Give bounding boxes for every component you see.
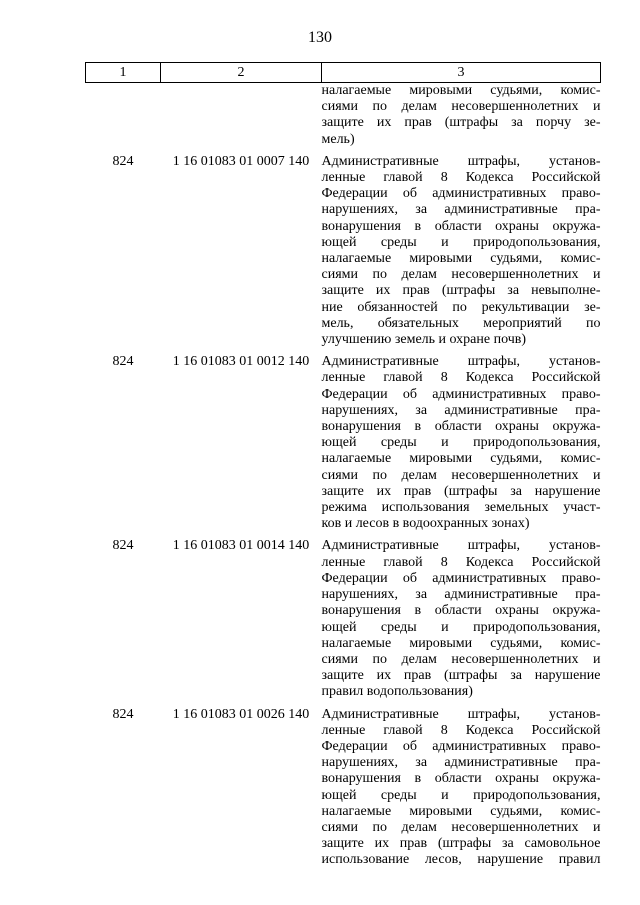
description-line: нарушениях, за административные пра- (321, 755, 601, 771)
description-line: сиями по делам несовершеннолетних и (321, 99, 601, 115)
description-line: нарушениях, за административные пра- (321, 587, 601, 603)
description-line: ющей среды и природопользования, (321, 787, 601, 803)
description-line: защите их прав (штрафы за самовольное (321, 836, 601, 852)
table-row (86, 532, 601, 700)
row-description (322, 701, 601, 869)
budget-codes-table (85, 62, 601, 869)
description-line: правил водопользования) (321, 684, 473, 700)
admin-code: 824 (112, 706, 134, 722)
description-line: налагаемые мировыми судьями, комис- (321, 83, 601, 98)
description-line: ющей среды и природопользования, (321, 234, 601, 250)
description-line: налагаемые мировыми судьями, комис- (321, 803, 601, 819)
description-line: ленные главой 8 Кодекса Российской (321, 170, 601, 186)
description-line: защите их прав (штрафы за невыполне- (321, 283, 601, 299)
header-col-2: 2 (161, 63, 322, 83)
description-line: сиями по делам несовершеннолетних и (321, 467, 601, 483)
description-line: ленные главой 8 Кодекса Российской (321, 722, 601, 738)
budget-classification-code: 1 16 01083 01 0012 140 (172, 354, 310, 370)
row-description (322, 148, 601, 348)
table-header (86, 63, 601, 83)
description-line: ющей среды и природопользования, (321, 435, 601, 451)
description-line: налагаемые мировыми судьями, комис- (321, 451, 601, 467)
admin-code: 824 (112, 153, 134, 169)
table-row (86, 701, 601, 869)
description-line: Федерации об административных право- (321, 186, 601, 202)
budget-classification-code: 1 16 01083 01 0007 140 (172, 153, 310, 169)
header-row (86, 63, 601, 83)
description-line: вонарушения в области охраны окружа- (321, 218, 601, 234)
continuation-admin-cell (86, 83, 161, 148)
admin-code: 824 (112, 354, 134, 370)
description-line: мель, обязательных мероприятий по (321, 315, 601, 331)
budget-classification-code: 1 16 01083 01 0014 140 (172, 538, 310, 554)
description-line: режима использования земельных участ- (321, 500, 601, 516)
header-col-3: 3 (322, 63, 601, 83)
description-line: сиями по делам несовершеннолетних и (321, 819, 601, 835)
description-line: вонарушения в области охраны окружа- (321, 419, 601, 435)
description-line: защите их прав (штрафы за нарушение (321, 483, 601, 499)
page-number: 130 (308, 29, 332, 46)
continuation-row (86, 83, 601, 148)
description-line: ленные главой 8 Кодекса Российской (321, 370, 601, 386)
continuation-description (322, 83, 601, 148)
description-line: Административные штрафы, установ- (321, 354, 601, 370)
description-line: Административные штрафы, установ- (321, 153, 601, 169)
table-row (86, 348, 601, 532)
description-line: налагаемые мировыми судьями, комис- (321, 251, 601, 267)
description-line: вонарушения в области охраны окружа- (321, 603, 601, 619)
description-line: сиями по делам несовершеннолетних и (321, 267, 601, 283)
description-line: сиями по делам несовершеннолетних и (321, 651, 601, 667)
description-line: ленные главой 8 Кодекса Российской (321, 554, 601, 570)
description-line: защите их прав (штрафы за порчу зе- (321, 115, 601, 131)
description-line: улучшению земель и охране почв) (321, 332, 527, 348)
description-line: ние обязанностей по рекультивации зе- (321, 299, 601, 315)
description-line: Административные штрафы, установ- (321, 706, 601, 722)
admin-code: 824 (112, 538, 134, 554)
description-line: Федерации об административных право- (321, 738, 601, 754)
description-line: вонарушения в области охраны окружа- (321, 771, 601, 787)
table-row (86, 148, 601, 348)
row-description (322, 348, 601, 532)
budget-classification-code: 1 16 01083 01 0026 140 (172, 706, 310, 722)
description-line: нарушениях, за административные пра- (321, 202, 601, 218)
description-line: ющей среды и природопользования, (321, 619, 601, 635)
header-col-1: 1 (86, 63, 161, 83)
row-description (322, 532, 601, 700)
description-line: Административные штрафы, установ- (321, 538, 601, 554)
description-line: Федерации об административных право- (321, 386, 601, 402)
description-line: налагаемые мировыми судьями, комис- (321, 635, 601, 651)
description-line: нарушениях, за административные пра- (321, 402, 601, 418)
description-line: ков и лесов в водоохранных зонах) (321, 516, 530, 532)
description-line: Федерации об административных право- (321, 570, 601, 586)
continuation-code-cell (161, 83, 322, 148)
table-body (86, 83, 601, 869)
description-line: использование лесов, нарушение правил (321, 852, 601, 868)
description-line: защите их прав (штрафы за нарушение (321, 668, 601, 684)
description-line: мель) (321, 131, 355, 147)
